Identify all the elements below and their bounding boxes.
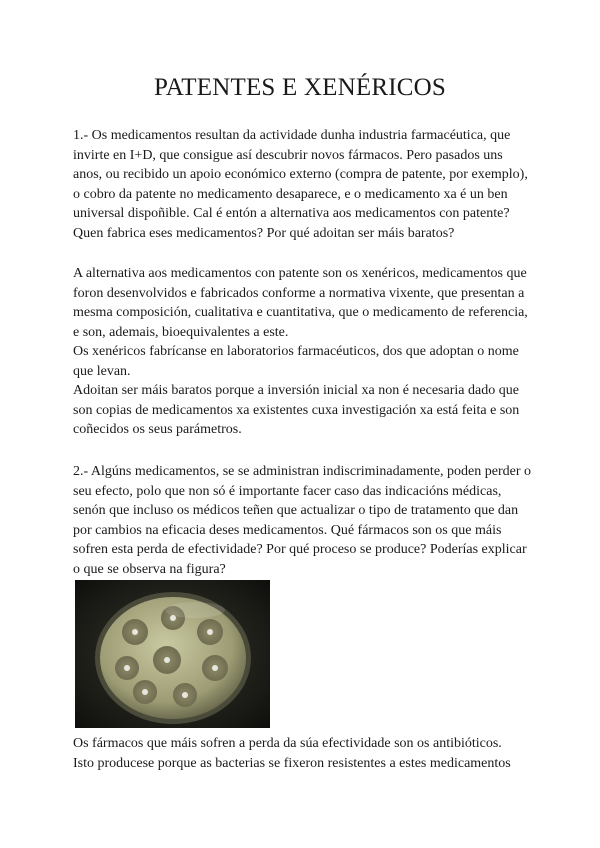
answer-1-paragraph: Os xenéricos fabrícanse en laboratorios farmacéuticos, dos que adoptan o nome que levan. [73, 344, 519, 379]
petri-dish-photo [75, 580, 270, 728]
answer-1 [73, 264, 533, 440]
answer-2-paragraph: Isto producese porque as bacterias se fixeron resistentes a estes medicamentos [73, 755, 511, 771]
question-2 [73, 462, 533, 579]
answer-2 [73, 734, 533, 773]
question-1-text: 1.- Os medicamentos resultan da actividade dunha industria farmacéutica, que invirte en I+D, que consigue así descubrir novos fármacos. Pero pasados uns anos, ou recibido un apoio económico externo (compra de patente, por exemplo), o cobro da patente no medicamento desaparece, e o medicamento xa é un ben universal dispoñible. Cal é entón a alternativa aos medicamentos con patente? Quen fabrica eses medicamentos? Por qué adoitan ser máis baratos? [73, 128, 528, 241]
question-1 [73, 126, 533, 243]
question-2-text: 2.- Algúns medicamentos, se se administran indiscriminadamente, poden perder o seu efecto, polo que non só é importante facer caso das indicacións médicas, senón que incluso os médicos teñen que actualizar o tipo de tratamento que dan por cambios na eficacia deses medicamentos. Qué fármacos son os que máis sofren esta perda de efectividade? Por qué proceso se produce? Poderías explicar o que se observa na figura? [73, 464, 531, 577]
answer-2-paragraph: Os fármacos que máis sofren a perda da súa efectividade son os antibióticos. [73, 736, 502, 751]
page-title: PATENTES E XENÉRICOS [154, 74, 446, 101]
answer-1-paragraph: A alternativa aos medicamentos con patente son os xenéricos, medicamentos que foron desenvolvidos e fabricados conforme a normativa vixente, que presentan a mesma composición, cualitativa e cuantitativa, que o medicamento de referencia, e son, ademais, bioequivalentes a este. [73, 266, 528, 340]
answer-1-paragraph: Adoitan ser máis baratos porque a inversión inicial xa non é necesaria dado que son copias de medicamentos xa existentes cuxa investigación xa está feita e son coñecidos os seus parámetros. [73, 383, 520, 437]
